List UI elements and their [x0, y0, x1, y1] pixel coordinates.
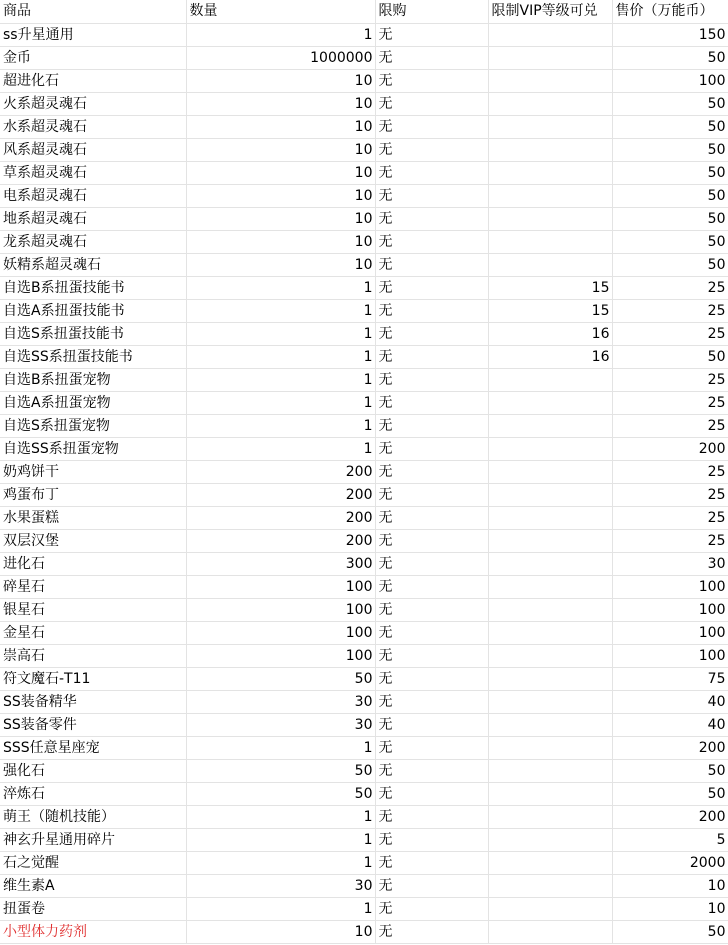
table-row	[0, 874, 728, 897]
quantity-cell[interactable]: 1	[186, 414, 375, 437]
table-row	[0, 506, 728, 529]
price-cell[interactable]: 100	[612, 598, 728, 621]
quantity-cell[interactable]: 1	[186, 368, 375, 391]
item-name-cell[interactable]: 符文魔石-T11	[0, 667, 186, 690]
quantity-cell[interactable]: 50	[186, 782, 375, 805]
table-row	[0, 552, 728, 575]
price-cell[interactable]: 25	[612, 414, 728, 437]
price-cell[interactable]: 25	[612, 529, 728, 552]
vip-level-cell[interactable]	[488, 690, 612, 713]
purchase-limit-cell[interactable]: 无	[375, 575, 488, 598]
item-name-cell[interactable]: 金星石	[0, 621, 186, 644]
table-row	[0, 207, 728, 230]
purchase-limit-cell[interactable]: 无	[375, 69, 488, 92]
price-cell[interactable]: 25	[612, 391, 728, 414]
item-name-cell[interactable]: 自选S系扭蛋宠物	[0, 414, 186, 437]
table-row	[0, 92, 728, 115]
purchase-limit-cell[interactable]: 无	[375, 437, 488, 460]
vip-level-cell[interactable]: 16	[488, 345, 612, 368]
vip-level-cell[interactable]	[488, 92, 612, 115]
price-cell[interactable]: 30	[612, 552, 728, 575]
table-row	[0, 414, 728, 437]
purchase-limit-cell[interactable]: 无	[375, 276, 488, 299]
quantity-cell[interactable]: 50	[186, 759, 375, 782]
table-row	[0, 368, 728, 391]
purchase-limit-cell[interactable]: 无	[375, 920, 488, 943]
header-cell-vip-level[interactable]: 限制VIP等级可兑	[488, 0, 612, 23]
table-row	[0, 805, 728, 828]
item-name-cell[interactable]: SS装备零件	[0, 713, 186, 736]
item-name-cell[interactable]: 自选B系扭蛋宠物	[0, 368, 186, 391]
vip-level-cell[interactable]	[488, 46, 612, 69]
item-name-cell[interactable]: 水系超灵魂石	[0, 115, 186, 138]
vip-level-cell[interactable]	[488, 667, 612, 690]
vip-level-cell[interactable]	[488, 920, 612, 943]
purchase-limit-cell[interactable]: 无	[375, 713, 488, 736]
price-cell[interactable]: 50	[612, 161, 728, 184]
quantity-cell[interactable]: 10	[186, 253, 375, 276]
quantity-cell[interactable]: 10	[186, 207, 375, 230]
table-row	[0, 46, 728, 69]
table-row	[0, 690, 728, 713]
price-cell[interactable]: 40	[612, 690, 728, 713]
price-cell[interactable]: 50	[612, 115, 728, 138]
price-cell[interactable]: 50	[612, 920, 728, 943]
quantity-cell[interactable]: 1	[186, 736, 375, 759]
table-row	[0, 667, 728, 690]
item-name-cell[interactable]: SSS任意星座宠	[0, 736, 186, 759]
item-name-cell[interactable]: 电系超灵魂石	[0, 184, 186, 207]
table-row	[0, 299, 728, 322]
vip-level-cell[interactable]	[488, 253, 612, 276]
price-cell[interactable]: 50	[612, 253, 728, 276]
vip-level-cell[interactable]	[488, 851, 612, 874]
purchase-limit-cell[interactable]: 无	[375, 506, 488, 529]
vip-level-cell[interactable]	[488, 391, 612, 414]
quantity-cell[interactable]: 100	[186, 575, 375, 598]
purchase-limit-cell[interactable]: 无	[375, 253, 488, 276]
table-row	[0, 736, 728, 759]
quantity-cell[interactable]: 30	[186, 874, 375, 897]
vip-level-cell[interactable]	[488, 483, 612, 506]
vip-level-cell[interactable]	[488, 828, 612, 851]
vip-level-cell[interactable]	[488, 414, 612, 437]
price-cell[interactable]: 25	[612, 460, 728, 483]
table-row	[0, 23, 728, 46]
purchase-limit-cell[interactable]: 无	[375, 897, 488, 920]
vip-level-cell[interactable]	[488, 529, 612, 552]
purchase-limit-cell[interactable]: 无	[375, 115, 488, 138]
quantity-cell[interactable]: 10	[186, 184, 375, 207]
purchase-limit-cell[interactable]: 无	[375, 736, 488, 759]
table-row	[0, 759, 728, 782]
item-name-cell[interactable]: 神玄升星通用碎片	[0, 828, 186, 851]
price-cell[interactable]: 50	[612, 345, 728, 368]
price-cell[interactable]: 5	[612, 828, 728, 851]
quantity-cell[interactable]: 200	[186, 529, 375, 552]
item-name-cell[interactable]: 自选SS系扭蛋宠物	[0, 437, 186, 460]
price-cell[interactable]: 25	[612, 276, 728, 299]
price-cell[interactable]: 50	[612, 92, 728, 115]
table-row	[0, 115, 728, 138]
item-name-cell[interactable]: 扭蛋卷	[0, 897, 186, 920]
table-row	[0, 69, 728, 92]
header-cell-price[interactable]: 售价（万能币）	[612, 0, 728, 23]
vip-level-cell[interactable]	[488, 368, 612, 391]
vip-level-cell[interactable]	[488, 23, 612, 46]
purchase-limit-cell[interactable]: 无	[375, 92, 488, 115]
table-row	[0, 437, 728, 460]
quantity-cell[interactable]: 200	[186, 460, 375, 483]
purchase-limit-cell[interactable]: 无	[375, 667, 488, 690]
quantity-cell[interactable]: 100	[186, 598, 375, 621]
quantity-cell[interactable]: 10	[186, 69, 375, 92]
item-name-cell[interactable]: 地系超灵魂石	[0, 207, 186, 230]
purchase-limit-cell[interactable]: 无	[375, 322, 488, 345]
item-name-cell[interactable]: 自选S系扭蛋技能书	[0, 322, 186, 345]
item-name-cell[interactable]: 奶鸡饼干	[0, 460, 186, 483]
table-row	[0, 598, 728, 621]
quantity-cell[interactable]: 1	[186, 805, 375, 828]
price-cell[interactable]: 50	[612, 184, 728, 207]
vip-level-cell[interactable]	[488, 230, 612, 253]
table-row	[0, 782, 728, 805]
table-row	[0, 460, 728, 483]
price-cell[interactable]: 25	[612, 483, 728, 506]
item-name-cell[interactable]: 妖精系超灵魂石	[0, 253, 186, 276]
header-cell-quantity[interactable]: 数量	[186, 0, 375, 23]
quantity-cell[interactable]: 200	[186, 506, 375, 529]
quantity-cell[interactable]: 1000000	[186, 46, 375, 69]
vip-level-cell[interactable]	[488, 874, 612, 897]
purchase-limit-cell[interactable]: 无	[375, 299, 488, 322]
item-name-cell[interactable]: SS装备精华	[0, 690, 186, 713]
price-cell[interactable]: 50	[612, 46, 728, 69]
quantity-cell[interactable]: 10	[186, 230, 375, 253]
item-name-cell[interactable]: ss升星通用	[0, 23, 186, 46]
table-row	[0, 621, 728, 644]
purchase-limit-cell[interactable]: 无	[375, 460, 488, 483]
purchase-limit-cell[interactable]: 无	[375, 46, 488, 69]
vip-level-cell[interactable]	[488, 598, 612, 621]
vip-level-cell[interactable]	[488, 138, 612, 161]
table-row	[0, 391, 728, 414]
quantity-cell[interactable]: 1	[186, 851, 375, 874]
vip-level-cell[interactable]	[488, 644, 612, 667]
header-cell-purchase-limit[interactable]: 限购	[375, 0, 488, 23]
item-name-cell[interactable]: 超进化石	[0, 69, 186, 92]
purchase-limit-cell[interactable]: 无	[375, 368, 488, 391]
purchase-limit-cell[interactable]: 无	[375, 345, 488, 368]
price-cell[interactable]: 100	[612, 621, 728, 644]
purchase-limit-cell[interactable]: 无	[375, 805, 488, 828]
quantity-cell[interactable]: 10	[186, 138, 375, 161]
price-cell[interactable]: 25	[612, 322, 728, 345]
price-cell[interactable]: 25	[612, 506, 728, 529]
quantity-cell[interactable]: 1	[186, 23, 375, 46]
item-name-cell[interactable]: 草系超灵魂石	[0, 161, 186, 184]
quantity-cell[interactable]: 100	[186, 621, 375, 644]
vip-level-cell[interactable]	[488, 437, 612, 460]
price-cell[interactable]: 10	[612, 874, 728, 897]
price-cell[interactable]: 25	[612, 368, 728, 391]
item-name-cell[interactable]: 水果蛋糕	[0, 506, 186, 529]
table-row	[0, 920, 728, 943]
purchase-limit-cell[interactable]: 无	[375, 828, 488, 851]
vip-level-cell[interactable]	[488, 759, 612, 782]
vip-level-cell[interactable]	[488, 736, 612, 759]
purchase-limit-cell[interactable]: 无	[375, 138, 488, 161]
price-cell[interactable]: 100	[612, 69, 728, 92]
table-row	[0, 230, 728, 253]
vip-level-cell[interactable]	[488, 782, 612, 805]
quantity-cell[interactable]: 1	[186, 276, 375, 299]
price-cell[interactable]: 75	[612, 667, 728, 690]
quantity-cell[interactable]: 1	[186, 391, 375, 414]
item-name-cell[interactable]: 银星石	[0, 598, 186, 621]
purchase-limit-cell[interactable]: 无	[375, 414, 488, 437]
price-cell[interactable]: 100	[612, 644, 728, 667]
item-name-cell[interactable]: 崇高石	[0, 644, 186, 667]
item-name-cell[interactable]: 石之觉醒	[0, 851, 186, 874]
price-cell[interactable]: 50	[612, 138, 728, 161]
quantity-cell[interactable]: 30	[186, 690, 375, 713]
quantity-cell[interactable]: 1	[186, 345, 375, 368]
price-cell[interactable]: 50	[612, 230, 728, 253]
vip-level-cell[interactable]	[488, 184, 612, 207]
table-row	[0, 713, 728, 736]
price-cell[interactable]: 200	[612, 437, 728, 460]
item-name-cell[interactable]: 维生素A	[0, 874, 186, 897]
item-name-cell[interactable]: 鸡蛋布丁	[0, 483, 186, 506]
table-row	[0, 276, 728, 299]
table-row	[0, 322, 728, 345]
purchase-limit-cell[interactable]: 无	[375, 690, 488, 713]
vip-level-cell[interactable]	[488, 69, 612, 92]
quantity-cell[interactable]: 50	[186, 667, 375, 690]
table-row	[0, 529, 728, 552]
item-name-cell[interactable]: 龙系超灵魂石	[0, 230, 186, 253]
purchase-limit-cell[interactable]: 无	[375, 552, 488, 575]
price-cell[interactable]: 200	[612, 736, 728, 759]
price-cell[interactable]: 50	[612, 782, 728, 805]
purchase-limit-cell[interactable]: 无	[375, 23, 488, 46]
item-name-cell[interactable]: 萌王（随机技能）	[0, 805, 186, 828]
purchase-limit-cell[interactable]: 无	[375, 207, 488, 230]
item-name-cell[interactable]: 金币	[0, 46, 186, 69]
purchase-limit-cell[interactable]: 无	[375, 184, 488, 207]
quantity-cell[interactable]: 200	[186, 483, 375, 506]
table-row	[0, 345, 728, 368]
quantity-cell[interactable]: 1	[186, 299, 375, 322]
table-row	[0, 253, 728, 276]
quantity-cell[interactable]: 10	[186, 920, 375, 943]
price-cell[interactable]: 10	[612, 897, 728, 920]
purchase-limit-cell[interactable]: 无	[375, 230, 488, 253]
vip-level-cell[interactable]	[488, 506, 612, 529]
vip-level-cell[interactable]	[488, 805, 612, 828]
vip-level-cell[interactable]	[488, 621, 612, 644]
item-name-cell[interactable]: 强化石	[0, 759, 186, 782]
vip-level-cell[interactable]	[488, 115, 612, 138]
item-name-cell[interactable]: 小型体力药剂	[0, 920, 186, 943]
header-cell-item[interactable]: 商品	[0, 0, 186, 23]
quantity-cell[interactable]: 100	[186, 644, 375, 667]
item-name-cell[interactable]: 自选SS系扭蛋技能书	[0, 345, 186, 368]
item-name-cell[interactable]: 自选A系扭蛋技能书	[0, 299, 186, 322]
quantity-cell[interactable]: 1	[186, 322, 375, 345]
item-name-cell[interactable]: 自选A系扭蛋宠物	[0, 391, 186, 414]
vip-level-cell[interactable]	[488, 207, 612, 230]
price-cell[interactable]: 50	[612, 759, 728, 782]
price-cell[interactable]: 25	[612, 299, 728, 322]
vip-level-cell[interactable]: 15	[488, 299, 612, 322]
vip-level-cell[interactable]	[488, 161, 612, 184]
header-row	[0, 0, 728, 23]
quantity-cell[interactable]: 1	[186, 437, 375, 460]
quantity-cell[interactable]: 10	[186, 92, 375, 115]
purchase-limit-cell[interactable]: 无	[375, 759, 488, 782]
item-name-cell[interactable]: 火系超灵魂石	[0, 92, 186, 115]
purchase-limit-cell[interactable]: 无	[375, 874, 488, 897]
quantity-cell[interactable]: 10	[186, 115, 375, 138]
table-row	[0, 644, 728, 667]
purchase-limit-cell[interactable]: 无	[375, 598, 488, 621]
purchase-limit-cell[interactable]: 无	[375, 161, 488, 184]
purchase-limit-cell[interactable]: 无	[375, 851, 488, 874]
price-cell[interactable]: 200	[612, 805, 728, 828]
quantity-cell[interactable]: 1	[186, 897, 375, 920]
purchase-limit-cell[interactable]: 无	[375, 621, 488, 644]
purchase-limit-cell[interactable]: 无	[375, 782, 488, 805]
vip-level-cell[interactable]: 16	[488, 322, 612, 345]
item-name-cell[interactable]: 风系超灵魂石	[0, 138, 186, 161]
table-row	[0, 851, 728, 874]
price-cell[interactable]: 40	[612, 713, 728, 736]
item-name-cell[interactable]: 淬炼石	[0, 782, 186, 805]
table-row	[0, 483, 728, 506]
quantity-cell[interactable]: 30	[186, 713, 375, 736]
table-row	[0, 828, 728, 851]
purchase-limit-cell[interactable]: 无	[375, 391, 488, 414]
table-row	[0, 138, 728, 161]
vip-level-cell[interactable]: 15	[488, 276, 612, 299]
item-name-cell[interactable]: 自选B系扭蛋技能书	[0, 276, 186, 299]
quantity-cell[interactable]: 300	[186, 552, 375, 575]
price-cell[interactable]: 150	[612, 23, 728, 46]
price-cell[interactable]: 50	[612, 207, 728, 230]
table-row	[0, 575, 728, 598]
vip-level-cell[interactable]	[488, 897, 612, 920]
item-name-cell[interactable]: 双层汉堡	[0, 529, 186, 552]
table-row	[0, 161, 728, 184]
vip-level-cell[interactable]	[488, 460, 612, 483]
table-row	[0, 184, 728, 207]
item-name-cell[interactable]: 进化石	[0, 552, 186, 575]
purchase-limit-cell[interactable]: 无	[375, 644, 488, 667]
purchase-limit-cell[interactable]: 无	[375, 483, 488, 506]
vip-level-cell[interactable]	[488, 552, 612, 575]
table-row	[0, 897, 728, 920]
quantity-cell[interactable]: 1	[186, 828, 375, 851]
quantity-cell[interactable]: 10	[186, 161, 375, 184]
purchase-limit-cell[interactable]: 无	[375, 529, 488, 552]
item-name-cell[interactable]: 碎星石	[0, 575, 186, 598]
price-cell[interactable]: 2000	[612, 851, 728, 874]
vip-level-cell[interactable]	[488, 713, 612, 736]
price-cell[interactable]: 100	[612, 575, 728, 598]
vip-level-cell[interactable]	[488, 575, 612, 598]
